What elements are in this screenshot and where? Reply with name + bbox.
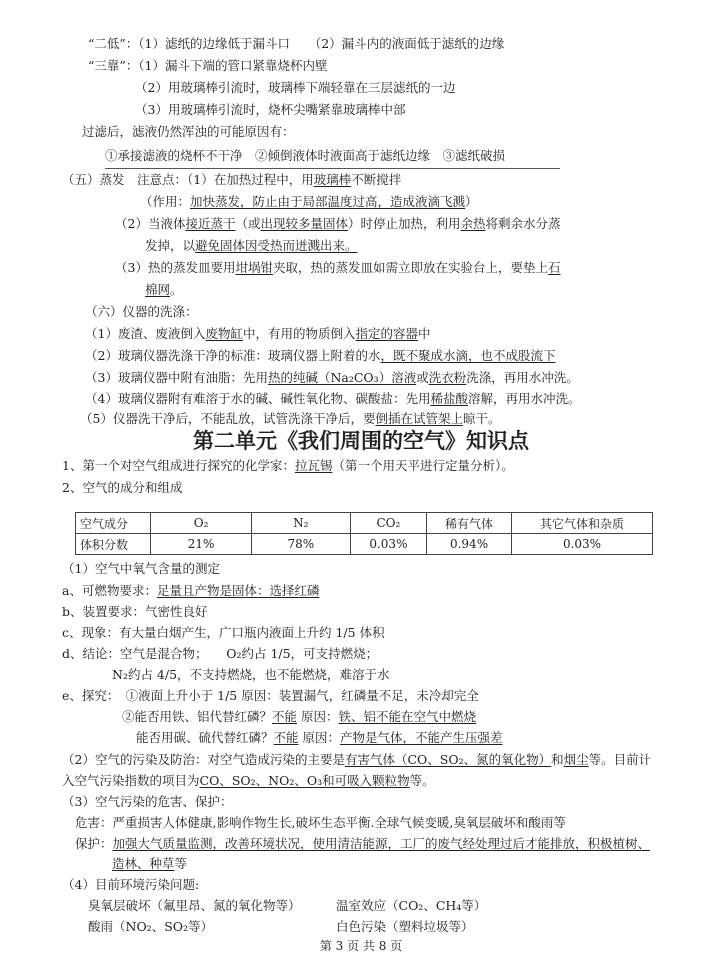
underlined-answer: 接近蒸干 — [185, 216, 236, 231]
lines-top-line — [80, 411, 501, 427]
text-segment: （3）热的蒸发皿要用 — [115, 260, 236, 275]
text-segment: 中 — [418, 326, 431, 341]
lines-bottom-line — [75, 815, 566, 831]
text-segment: e、探究： ①液面上升小于 1/5 原因：装置漏气，红磷量不足，未冷却完全 — [62, 688, 479, 703]
text-segment: 发掉，以 — [145, 238, 196, 253]
text-segment: c、现象：有大量白烟产生，广口瓶内液面上升约 1/5 体积 — [62, 625, 385, 640]
lines-top-line — [85, 370, 579, 386]
lines-bottom-line — [112, 667, 390, 683]
page-footer: 第 3 页 共 8 页 — [319, 939, 403, 953]
row-header-cell: 体积分数 — [76, 534, 151, 555]
text-segment: （4）目前环境污染问题: — [62, 877, 200, 892]
text-segment: （2）用玻璃棒引流时，玻璃棒下端轻靠在三层滤纸的一边 — [135, 80, 456, 95]
underlined-answer: 造林、种草 — [112, 856, 175, 871]
underlined-answer: 玻璃棒 — [313, 172, 352, 187]
underlined-answer: 稀盐酸 — [430, 391, 468, 406]
underlined-answer: 铁、铝不能在空气中燃烧 — [338, 709, 477, 724]
lines-bottom-line — [62, 877, 199, 893]
lines-top-line — [115, 260, 561, 276]
underlined-answer: CO、SO₂、NO₂、O₃和可吸入颗粒物 — [199, 773, 410, 788]
text-segment: （1）空气中氧气含量的测定 — [62, 561, 220, 576]
table-cell: CO₂ — [350, 513, 426, 534]
lines-top-line — [88, 36, 504, 52]
text-segment: 等。目前计 — [588, 752, 652, 767]
text-segment: （五）蒸发 注意点：（1）在加热过程中，用 — [62, 172, 314, 187]
lines-top-line — [82, 124, 295, 140]
underlined-answer: 有害气体（CO、SO₂、氮的氧化物） — [344, 752, 552, 767]
lines-top-line — [145, 238, 358, 254]
lines-bottom-line — [112, 856, 187, 872]
lines-bottom-line — [136, 730, 503, 746]
underlined-answer: 棉网 — [145, 282, 171, 297]
text-segment: （2）空气的污染及防治：对空气造成污染的主要是 — [62, 752, 345, 767]
lines-bottom-line — [62, 688, 479, 704]
underlined-answer: 足量且产物是固体：选择红磷 — [156, 583, 320, 598]
lines-bottom-line — [62, 625, 385, 641]
text-segment: ） — [465, 194, 478, 209]
text-segment: ①承接滤液的烧杯不干净 ②倾倒液体时液面高于滤纸边缘 ③滤纸破损 — [105, 148, 506, 163]
lines-bottom-line — [62, 583, 319, 599]
text-segment: 等。 — [409, 773, 435, 788]
table-row — [76, 513, 653, 534]
text-segment: 能否用碳、硫代替红磷？ — [136, 730, 274, 745]
air-composition-table — [75, 512, 653, 555]
text-segment: 原因： — [297, 709, 339, 724]
lines-top-line — [85, 304, 198, 320]
underlined-answer: 不能 — [272, 709, 298, 724]
underlined-answer: 不能 — [273, 730, 299, 745]
section-title: 第二单元《我们周围的空气》知识点 — [193, 429, 529, 453]
table-cell: 0.94% — [427, 534, 512, 555]
lines-top-line — [140, 194, 478, 210]
text-segment: 入空气污染指数的项目为 — [62, 773, 200, 788]
text-segment: “二低”：（1）滤纸的边缘低于漏斗口 （2）漏斗内的液面低于滤纸的边缘 — [88, 36, 505, 51]
text-segment: N₂约占 4/5，不支持燃烧，也不能燃烧，难溶于水 — [112, 667, 390, 682]
underlined-answer: 石 — [548, 260, 561, 275]
text-segment: （3）空气污染的危害、保护： — [62, 794, 233, 809]
underline-rule — [105, 168, 560, 169]
lines-bottom-line — [336, 919, 474, 935]
text-segment: 不断搅拌 — [351, 172, 402, 187]
text-segment: 酸雨（NO₂、SO₂等） — [88, 919, 214, 934]
text-segment: 温室效应（CO₂、CH₄等） — [336, 898, 487, 913]
lines-mid-line — [62, 458, 514, 474]
text-segment: ）时停止加热，利用 — [348, 216, 461, 231]
lines-bottom-line — [62, 752, 651, 768]
underlined-answer: 避免固体因受热而迸溅出来。 — [195, 238, 358, 253]
text-segment: （六）仪器的洗涤： — [85, 304, 198, 319]
text-segment: 原因： — [298, 730, 341, 745]
text-segment: （作用： — [140, 194, 191, 209]
text-segment: 洗涤，再用水冲洗。 — [466, 370, 579, 385]
text-segment: 。 — [170, 282, 183, 297]
text-segment: （4）玻璃仪器附有难溶于水的碱、碱性氧化物、碳酸盐：先用 — [85, 391, 431, 406]
lines-bottom-line — [62, 646, 378, 662]
underlined-answer: 产物是气体，不能产生压强差 — [340, 730, 503, 745]
table-row — [76, 534, 653, 555]
underlined-answer: 坩埚钳 — [235, 260, 273, 275]
text-segment: 将剩余水分蒸 — [485, 216, 561, 231]
lines-top-line — [85, 391, 581, 407]
text-segment: 中，有用的物质倒入 — [242, 326, 356, 341]
lines-bottom-line — [62, 773, 435, 789]
underlined-answer: 加强大气质量监测，改善环境状况，使用清洁能源，工厂的废气经处理过后才能排放，积极植树、 — [112, 836, 651, 851]
text-segment: 2、空气的成分和组成 — [62, 480, 183, 495]
text-segment: 1、第一个对空气组成进行探究的化学家： — [62, 458, 295, 473]
text-segment: 晾干。 — [462, 411, 501, 426]
lines-top-line — [145, 282, 183, 298]
table-cell: 其它气体和杂质 — [512, 513, 653, 534]
underlined-answer: 指定的容器 — [355, 326, 419, 341]
lines-top-line — [62, 172, 401, 188]
lines-top-line — [85, 326, 431, 342]
lines-bottom-line — [88, 898, 301, 914]
lines-bottom-line — [122, 709, 476, 725]
text-segment: “三靠”：（1）漏斗下端的管口紧靠烧杯内壁 — [88, 58, 328, 73]
text-segment: d、结论：空气是混合物； O₂约占 1/5，可支持燃烧； — [62, 646, 379, 661]
lines-top-line — [88, 58, 328, 74]
row-header-cell: 空气成分 — [76, 513, 151, 534]
text-segment: （2）当液体 — [115, 216, 186, 231]
text-segment: （3）玻璃仪器中附有油脂：先用 — [85, 370, 268, 385]
lines-bottom-line — [88, 919, 213, 935]
lines-top-line — [85, 348, 555, 364]
text-segment: 溶解，再用水冲洗。 — [467, 391, 581, 406]
lines-bottom-line — [336, 898, 486, 914]
text-segment: 过滤后，滤液仍然浑浊的可能原因有： — [82, 124, 295, 139]
underlined-answer: 烟尘 — [563, 752, 589, 767]
text-segment: 臭氧层破坏（氟里昂、氮的氧化物等） — [88, 898, 301, 913]
underlined-answer: 出现较多量固体 — [260, 216, 348, 231]
table-cell: 0.03% — [350, 534, 426, 555]
lines-top-line — [135, 102, 405, 118]
text-segment: （1）废渣、废液倒入 — [85, 326, 206, 341]
underlined-answer: ，既不聚成水滴，也不成股流下 — [380, 348, 556, 363]
lines-bottom-line — [62, 561, 220, 577]
lines-bottom-line — [75, 836, 650, 852]
text-segment: 白色污染（塑料垃圾等） — [336, 919, 474, 934]
underlined-answer: 拉瓦锡 — [294, 458, 333, 473]
lines-mid-line — [62, 480, 182, 496]
table-cell: 0.03% — [512, 534, 653, 555]
text-segment: 危害：严重损害人体健康,影响作物生长,破坏生态平衡.全球气候变暖,臭氧层破坏和酸雨等 — [75, 815, 566, 830]
table-cell: N₂ — [251, 513, 350, 534]
text-segment: （3）用玻璃棒引流时，烧杯尖嘴紧靠玻璃棒中部 — [135, 102, 406, 117]
text-segment: （5）仪器洗干净后，不能乱放，试管洗涤干净后，要 — [80, 411, 376, 426]
text-segment: 或 — [416, 370, 429, 385]
lines-bottom-line — [62, 794, 232, 810]
text-segment: b、装置要求：气密性良好 — [62, 604, 208, 619]
underlined-answer: 倒插在试管架上 — [375, 411, 463, 426]
underlined-answer: 废物缸 — [205, 326, 243, 341]
text-segment: 保护： — [75, 836, 113, 851]
text-segment: ②能否用铁、铝代替红磷？ — [122, 709, 273, 724]
underlined-answer: 洗衣粉 — [428, 370, 467, 385]
text-segment: （2）玻璃仪器洗涤干净的标准：玻璃仪器上附着的水 — [85, 348, 381, 363]
table-cell: 78% — [251, 534, 350, 555]
underlined-answer: 余热 — [460, 216, 486, 231]
lines-top-line — [135, 80, 455, 96]
lines-top-line — [105, 148, 505, 164]
table-cell: 稀有气体 — [427, 513, 512, 534]
lines-top-line — [115, 216, 561, 232]
text-segment: 和 — [551, 752, 564, 767]
text-segment: 夹取，热的蒸发皿如需立即放在实验台上，要垫上 — [272, 260, 548, 275]
table-cell: 21% — [151, 534, 252, 555]
underlined-answer: 加快蒸发，防止由于局部温度过高，造成液滴飞溅 — [190, 194, 466, 209]
text-segment: 等 — [174, 856, 188, 871]
text-segment: （第一个用天平进行定量分析）。 — [332, 458, 514, 473]
lines-bottom-line — [62, 604, 208, 620]
text-segment: （或 — [235, 216, 261, 231]
underlined-answer: 热的纯碱（Na₂CO₃）溶液 — [267, 370, 417, 385]
text-segment: a、可燃物要求： — [62, 583, 157, 598]
table-cell: O₂ — [151, 513, 252, 534]
